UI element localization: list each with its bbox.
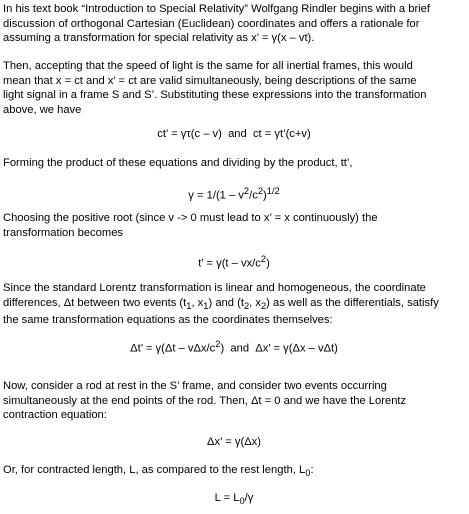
subscript-t1: 1: [186, 300, 192, 311]
equation-gamma-exp-3: 1/2: [266, 186, 280, 196]
paragraph-lorentz-text-e: ) as well as the differentials, satisfy the same transformation equations as the coordinates themselves:: [3, 296, 439, 327]
equation-differentials-b: ) and Δx’ = γ(Δx – vΔt): [220, 342, 338, 355]
subscript-x2: 2: [260, 300, 267, 311]
paragraph-intro: In his text book “Introduction to Special Relativity” Wolfgang Rindler begins with a brief discussion of orthogonal Cartesian (Euclidean) coordinates and offers a rationale for assuming a transformation for special relativity as x’ = γ(x – vt).: [3, 3, 430, 44]
equation-length-sub: 0: [239, 496, 245, 507]
subscript-l0: 0: [305, 468, 311, 479]
equation-t-prime-exp: 2: [260, 254, 267, 264]
equation-length-a: L = L: [214, 492, 240, 504]
equation-t-prime-close: ): [266, 257, 270, 270]
equation-gamma-main: γ = 1/(1 – v: [188, 189, 244, 202]
equation-ct: ct’ = γτ(c – v) and ct = γt’(c+v): [157, 128, 311, 140]
subscript-t2: 2: [243, 300, 250, 311]
paragraph-lorentz-text-a: Since the standard Lorentz transformation is linear and homogeneous, the coordinate differences, Δt between two events (t: [3, 282, 426, 309]
paragraph-contracted-length: [3, 463, 314, 481]
equation-length: [3, 491, 465, 509]
equation-gamma-exp-1: 2: [243, 186, 250, 196]
paragraph-rod: Now, consider a rod at rest in the S’ frame, and consider two events occurring simultaneously at the end points of the rod. Then, Δt = 0 and we have the Lorentz contraction equation:: [3, 380, 407, 421]
equation-t-prime: [3, 252, 465, 271]
equation-length-b: /γ: [244, 492, 254, 504]
paragraph-lorentz-linear: [3, 281, 439, 328]
equation-gamma: [3, 184, 465, 203]
equation-gamma-close: ): [263, 189, 267, 202]
paragraph-contracted-text-b: :: [310, 464, 314, 476]
paragraph-lorentz-text-c: ) and (t: [208, 296, 244, 309]
subscript-x1: 1: [203, 300, 209, 311]
equation-differentials: [3, 337, 465, 356]
equation-differentials-a: Δt’ = γ(Δt – vΔx/c: [130, 342, 216, 355]
paragraph-product: Forming the product of these equations and dividing by the product, tt’,: [3, 157, 353, 169]
paragraph-positive-root: Choosing the positive root (since v -> 0 must lead to x’ = x continuously) the transformation becomes: [3, 212, 378, 239]
equation-gamma-mid: /c: [249, 189, 258, 202]
paragraph-contracted-text-a: Or, for contracted length, L, as compared to the rest length, L: [3, 464, 306, 476]
paragraph-lorentz-text-b: , x: [191, 296, 204, 309]
paragraph-light-speed: Then, accepting that the speed of light is the same for all inertial frames, this would mean that x = ct and x’ = ct are valid simultaneously, being descriptions of the same light signal in a frame S and S’. Substituting these expressions into the transformation above, we have: [3, 60, 427, 116]
equation-gamma-exp-2: 2: [257, 186, 264, 196]
equation-t-prime-main: t’ = γ(t – vx/c: [198, 257, 261, 270]
equation-differentials-exp: 2: [215, 339, 221, 349]
equation-contraction: Δx’ = γ(Δx): [207, 436, 261, 448]
paragraph-lorentz-text-d: , x: [249, 296, 261, 309]
